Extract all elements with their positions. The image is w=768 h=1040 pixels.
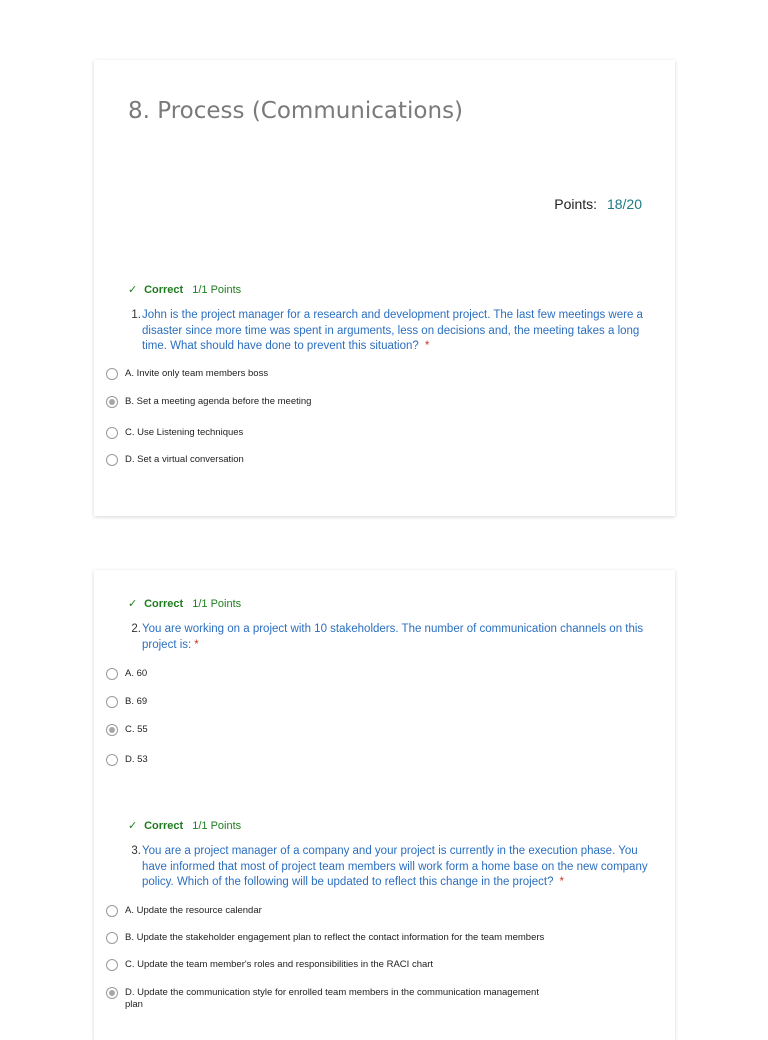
status-label: Correct [144,284,184,296]
option-c[interactable] [106,959,555,971]
question-body: You are working on a project with 10 stakeholders. The number of communication channels on this project is: [142,623,644,651]
radio-button[interactable] [106,668,118,680]
option-a[interactable] [106,905,555,917]
question-1 [128,282,648,355]
option-label: A. 60 [125,668,148,679]
question-text [128,844,648,891]
points-label: Points: [554,196,598,212]
question-number: 2. [131,623,141,635]
option-label: C. Update the team member's roles and responsibilities in the RACI chart [125,959,434,970]
quiz-section-card [94,570,675,1040]
checkmark-icon: ✓ [128,820,138,832]
question-number: 3. [131,845,141,857]
score-label: 1/1 Points [192,598,242,610]
option-label: B. Set a meeting agenda before the meeting [125,396,312,407]
radio-button[interactable] [106,368,118,380]
radio-button[interactable] [106,959,118,971]
option-label: D. Set a virtual conversation [125,454,244,465]
checkmark-icon: ✓ [128,284,138,296]
question-body: You are a project manager of a company and your project is currently in the execution phase. You have informed that most of project team members will work form a home base on the new company policy. Which of the following will be updated to reflect this change in the project? [142,845,648,888]
radio-button[interactable] [106,427,118,439]
points-value: 18/20 [606,196,642,212]
question-text [128,308,648,355]
option-label: C. Use Listening techniques [125,427,244,438]
score-label: 1/1 Points [192,284,242,296]
question-status [128,596,648,612]
radio-button[interactable] [106,696,118,708]
quiz-section-card [94,60,675,516]
score-label: 1/1 Points [192,820,242,832]
option-b[interactable] [106,396,555,408]
option-label: A. Update the resource calendar [125,905,262,916]
required-marker: * [194,638,199,651]
question-status [128,818,648,834]
option-d[interactable] [106,454,555,466]
section-title: 8. Process (Communications) [128,98,464,124]
checkmark-icon: ✓ [128,598,138,610]
option-d[interactable] [106,754,555,766]
option-label: B. Update the stakeholder engagement plan to reflect the contact information for the team members [125,932,545,943]
option-a[interactable] [106,368,555,380]
status-label: Correct [144,598,184,610]
option-b[interactable] [106,696,555,708]
radio-button-selected[interactable] [106,396,118,408]
option-a[interactable] [106,668,555,680]
radio-button[interactable] [106,454,118,466]
question-body: John is the project manager for a research and development project. The last few meetings were a disaster since more time was spent in arguments, less on decisions and, the meeting takes a long time. What should have done to prevent this situation? [142,309,643,352]
radio-button[interactable] [106,905,118,917]
option-c[interactable] [106,427,555,439]
option-label: C. 55 [125,724,148,735]
required-marker: * [424,340,430,352]
option-label: D. 53 [125,754,148,765]
question-number: 1. [131,309,141,321]
question-status [128,282,648,298]
option-label: A. Invite only team members boss [125,368,269,379]
question-3 [128,818,648,891]
question-2 [128,596,648,653]
radio-button-selected[interactable] [106,724,118,736]
status-label: Correct [144,820,184,832]
radio-button[interactable] [106,754,118,766]
radio-button[interactable] [106,932,118,944]
option-c[interactable] [106,724,555,736]
option-label: D. Update the communication style for enrolled team members in the communication management plan [125,987,539,1010]
points-summary [554,196,642,212]
question-text [128,622,648,653]
radio-button-selected[interactable] [106,987,118,999]
required-marker: * [559,876,564,888]
option-d[interactable] [106,987,555,1011]
option-b[interactable] [106,932,555,944]
option-label: B. 69 [125,696,148,707]
